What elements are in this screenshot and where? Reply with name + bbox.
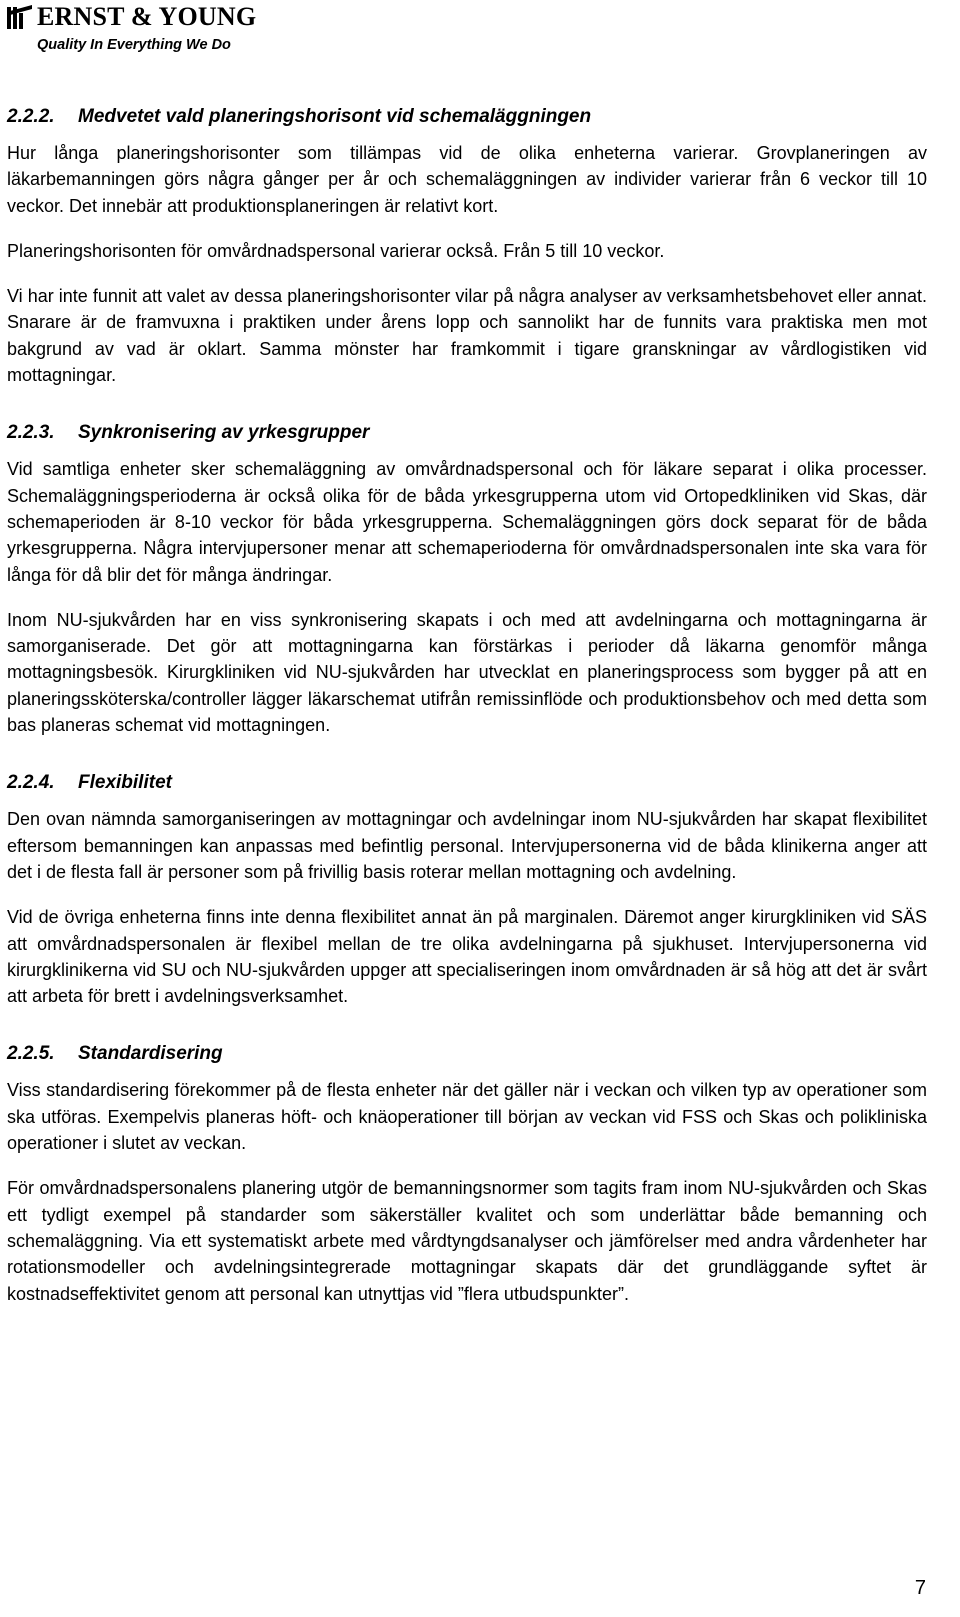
section-number: 2.2.4. [7,772,55,794]
section-heading [7,770,927,796]
section-2-2-5 [7,1041,927,1306]
paragraph: Vid de övriga enheterna finns inte denna flexibilitet annat än på marginalen. Däremot anger kirurgkliniken vid SÄS att omvårdnadspersonalen är flexibel mellan de tre olika avdelningarna på sjukhuset. Intervjupersonerna vid kirurgklinikerna vid SU och NU-sjukvården uppger att specialiseringen inom omvårdnaden är så hög att det är svårt att arbeta för brett i avdelningsverksamhet. [7,907,927,1007]
section-title: Standardisering [78,1043,223,1065]
section-title: Medvetet vald planeringshorisont vid schemaläggningen [78,106,592,127]
section-heading [7,104,927,130]
section-2-2-3 [7,420,927,738]
ey-logo-icon [7,5,33,29]
paragraph: Vi har inte funnit att valet av dessa planeringshorisonter vilar på några analyser av verksamhetsbehovet eller annat. Snarare är de framvuxna i praktiken under årens lopp och sannolikt har de funnits vara praktiska men mot bakgrund av vad är oklart. Samma mönster har framkommit i tigare granskningar av vårdlogistiken vid mottagningar. [7,286,927,386]
logo-name: ERNST & YOUNG [37,2,257,31]
section-heading [7,1041,927,1067]
section-heading [7,420,927,446]
paragraph: För omvårdnadspersonalens planering utgör de bemanningsnormer som tagits fram inom NU-sjukvården och Skas ett tydligt exempel på standarder som säkerställer kvalitet och som underlättar både bemanning och schemaläggning. Via ett systematiskt arbete med vårdtyngdsanalyser och jämförelser med andra vårdenheter har rotationsmodeller och avdelningsintegrerade mottagningar skapats där det grundläggande syftet är kostnadseffektivitet genom att personal kan utnyttjas vid ”flera utbudspunkter”. [7,1178,927,1304]
section-number: 2.2.3. [7,422,55,444]
ernst-young-logo [7,2,257,56]
section-2-2-2 [7,104,927,388]
logo-tagline: Quality In Everything We Do [37,37,231,53]
section-number: 2.2.5. [7,1043,55,1065]
paragraph: Hur långa planeringshorisonter som tillämpas vid de olika enheterna varierar. Grovplaneringen av läkarbemanningen görs några gånger per år och schemaläggningen av individer varierar från 6 veckor till 10 veckor. Det innebär att produktionsplaneringen är relativt kort. [7,143,927,216]
section-2-2-4 [7,770,927,1009]
page-number: 7 [914,1577,926,1599]
section-title: Flexibilitet [78,772,172,794]
paragraph: Viss standardisering förekommer på de flesta enheter när det gäller när i veckan och vilken typ av operationer som ska utföras. Exempelvis planeras höft- och knäoperationer till början av veckan vid FSS och Skas och polikliniska operationer i slutet av veckan. [7,1080,927,1154]
paragraph: Inom NU-sjukvården har en viss synkronisering skapats i och med att avdelningarna och mottagningarna är samorganiserade. Det gör att mottagningarna kan förstärkas i perioder då läkarna genomför många mottagningsbesök. Kirurgkliniken vid NU-sjukvården har utvecklat en planeringsprocess som bygger på att en planeringssköterska/controller lägger läkarschemat utifrån remissinflöde och produktionsbehov och med detta som bas planeras schemat vid mottagningen. [7,609,927,736]
paragraph: Planeringshorisonten för omvårdnadspersonal varierar också. Från 5 till 10 veckor. [7,240,665,261]
section-title: Synkronisering av yrkesgrupper [78,422,370,444]
paragraph: Den ovan nämnda samorganiseringen av mottagningar och avdelningar inom NU-sjukvården har skapat flexibilitet eftersom bemanningen kan anpassas med befintlig personal. Intervjupersonerna vid de båda klinikerna anger att det i de flesta fall är personer som på frivillig basis roterar mellan mottagning och avdelning. [7,809,927,882]
document-body [7,104,927,1307]
paragraph: Vid samtliga enheter sker schemaläggning av omvårdnadspersonal och för läkare separat i olika processer. Schemaläggningsperioderna är också olika för de båda yrkesgrupperna utom vid Ortopedkliniken vid Skas, där schemaperioden är 8-10 veckor för båda yrkesgrupperna. Schemaläggningen görs dock separat för de båda yrkesgrupperna. Några intervjupersoner menar att schemaperioderna för omvårdnadspersonalen inte ska vara för långa för då blir det för många ändringar. [7,459,927,585]
section-number: 2.2.2. [7,106,55,127]
